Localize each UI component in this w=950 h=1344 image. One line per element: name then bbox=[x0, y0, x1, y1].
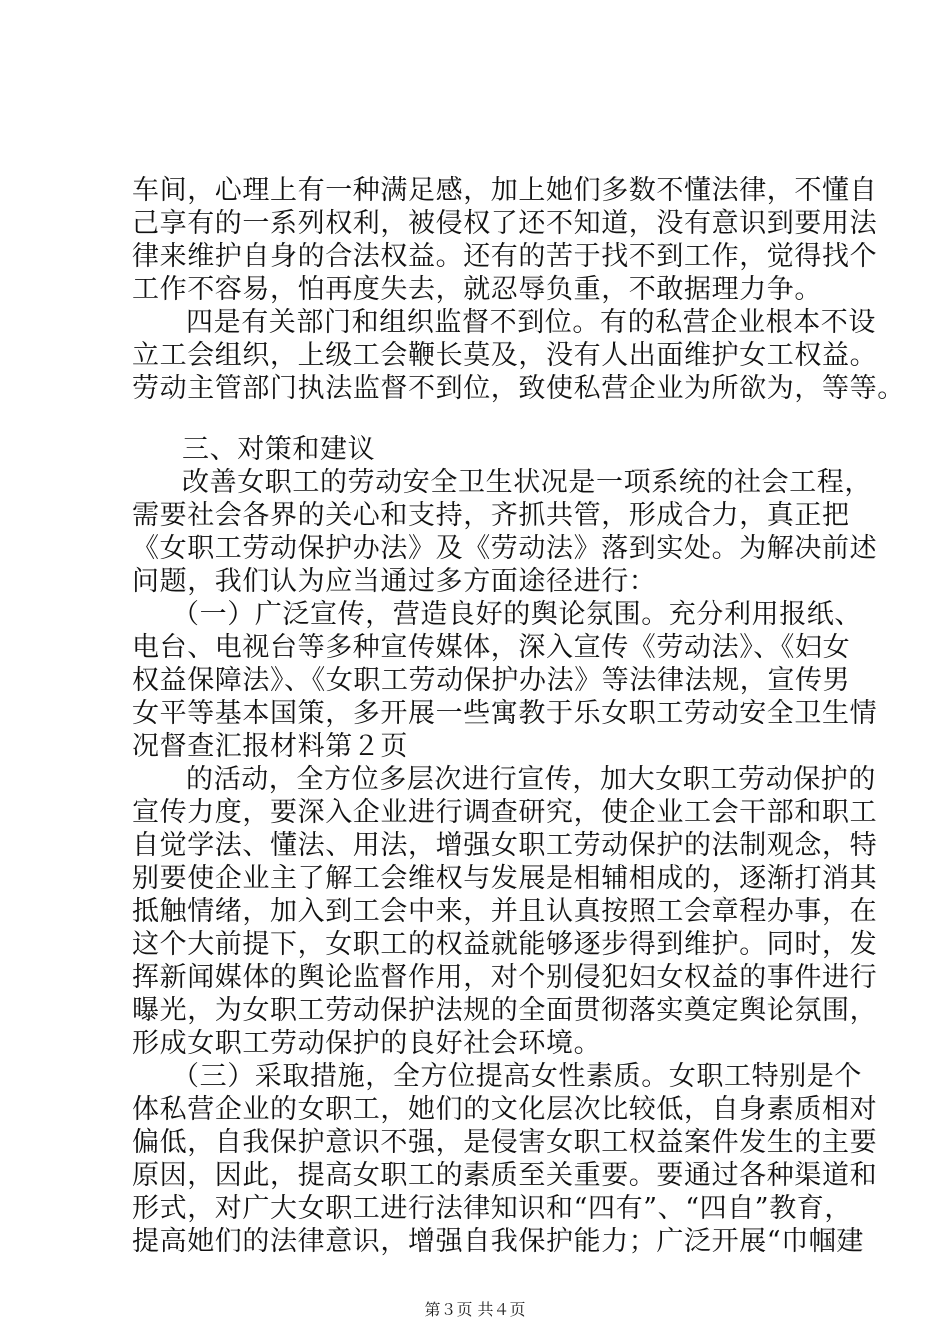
text-line: 提高她们的法律意识，增强自我保护能力；广泛开展“巾帼建 bbox=[132, 1226, 865, 1257]
text-line: 需要社会各界的关心和支持，齐抓共管，形成合力，真正把 bbox=[132, 500, 850, 531]
section-heading: 三、对策和建议 bbox=[182, 434, 376, 465]
text-line: 形式，对广大女职工进行法律知识和“四有”、“四自”教育， bbox=[132, 1193, 853, 1224]
text-line: 劳动主管部门执法监督不到位，致使私营企业为所欲为，等等。 bbox=[132, 373, 905, 404]
text-line: 宣传力度，要深入企业进行调查研究，使企业工会干部和职工 bbox=[132, 797, 878, 828]
text-line: 问题，我们认为应当通过多方面途径进行： bbox=[132, 566, 657, 597]
text-line: 自觉学法、懂法、用法，增强女职工劳动保护的法制观念，特 bbox=[132, 830, 878, 861]
subsection-first-line: （一）广泛宣传，营造良好的舆论氛围。充分利用报纸、 bbox=[172, 599, 862, 630]
text-line: 体私营企业的女职工，她们的文化层次比较低，自身素质相对 bbox=[132, 1094, 878, 1125]
text-line: 电台、电视台等多种宣传媒体，深入宣传《劳动法》、《妇女 bbox=[132, 632, 851, 663]
text-line: 况督查汇报材料第２页 bbox=[132, 731, 408, 762]
document-body bbox=[132, 174, 905, 1258]
subsection-first-line: （三）采取措施，全方位提高女性素质。女职工特别是个 bbox=[172, 1061, 862, 1092]
text-line: 权益保障法》、《女职工劳动保护办法》等法律法规，宣传男 bbox=[132, 665, 851, 696]
text-line: 抵触情绪，加入到工会中来，并且认真按照工会章程办事，在 bbox=[132, 896, 878, 927]
paragraph-first-line: 的活动，全方位多层次进行宣传，加大女职工劳动保护的 bbox=[186, 764, 876, 795]
paragraph-gap bbox=[132, 405, 852, 433]
text-line: 《女职工劳动保护办法》及《劳动法》落到实处。为解决前述 bbox=[132, 533, 878, 564]
paragraph-first-line: 四是有关部门和组织监督不到位。有的私营企业根本不设 bbox=[186, 307, 876, 338]
text-line: 偏低，自我保护意识不强，是侵害女职工权益案件发生的主要 bbox=[132, 1127, 878, 1158]
page-footer: 第３页 共４页 bbox=[424, 1300, 526, 1319]
text-line: 挥新闻媒体的舆论监督作用，对个别侵犯妇女权益的事件进行 bbox=[132, 962, 878, 993]
text-line: 立工会组织，上级工会鞭长莫及，没有人出面维护女工权益。 bbox=[132, 340, 878, 371]
text-line: 己享有的一系列权利，被侵权了还不知道，没有意识到要用法 bbox=[132, 208, 878, 239]
paragraph-first-line: 改善女职工的劳动安全卫生状况是一项系统的社会工程， bbox=[182, 467, 872, 498]
text-line: 形成女职工劳动保护的良好社会环境。 bbox=[132, 1028, 602, 1059]
text-line: 女平等基本国策，多开展一些寓教于乐女职工劳动安全卫生情 bbox=[132, 698, 878, 729]
text-line: 曝光，为女职工劳动保护法规的全面贯彻落实奠定舆论氛围， bbox=[132, 995, 878, 1026]
text-line: 这个大前提下，女职工的权益就能够逐步得到维护。同时，发 bbox=[132, 929, 878, 960]
text-line: 别要使企业主了解工会维权与发展是相辅相成的，逐渐打消其 bbox=[132, 863, 878, 894]
text-line: 工作不容易，怕再度失去，就忍辱负重，不敢据理力争。 bbox=[132, 274, 822, 305]
text-line: 原因，因此，提高女职工的素质至关重要。要通过各种渠道和 bbox=[132, 1160, 878, 1191]
text-line: 车间，心理上有一种满足感，加上她们多数不懂法律，不懂自 bbox=[132, 175, 878, 206]
text-line: 律来维护自身的合法权益。还有的苦于找不到工作，觉得找个 bbox=[132, 241, 878, 272]
